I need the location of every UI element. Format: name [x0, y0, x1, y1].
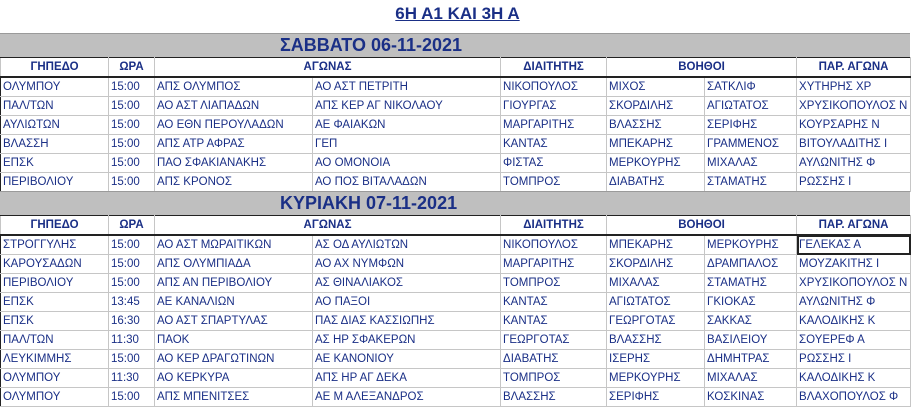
- cell-referee[interactable]: ΓΕΩΡΓΟΤΑΣ: [501, 331, 607, 350]
- table-row: [1, 350, 911, 369]
- table-row: [1, 274, 911, 293]
- cell-away-team[interactable]: ΑΠΣ ΗΡ ΑΓ ΔΕΚΑ: [313, 369, 501, 388]
- cell-time[interactable]: 15:00: [109, 135, 155, 154]
- cell-home-team[interactable]: ΠΑΟ ΣΦΑΚΙΑΝΑΚΗΣ: [155, 154, 313, 173]
- cell-referee[interactable]: ΚΑΝΤΑΣ: [501, 293, 607, 312]
- cell-referee[interactable]: ΓΙΟΥΡΓΑΣ: [501, 97, 607, 116]
- header-row: [1, 58, 911, 78]
- cell-assistant-2[interactable]: ΜΙΧΑΛΑΣ: [705, 154, 797, 173]
- cell-home-team[interactable]: ΑΠΣ ΜΠΕΝΙΤΣΕΣ: [155, 388, 313, 407]
- cell-time[interactable]: 15:00: [109, 274, 155, 293]
- cell-assistant-1[interactable]: ΜΠΕΚΑΡΗΣ: [607, 135, 705, 154]
- cell-observer[interactable]: ΚΟΥΡΣΑΡΗΣ Ν: [797, 116, 911, 135]
- cell-assistant-1[interactable]: ΑΓΙΩΤΑΤΟΣ: [607, 293, 705, 312]
- cell-time[interactable]: 15:00: [109, 235, 155, 255]
- table-row: [1, 97, 911, 116]
- cell-home-team[interactable]: ΑΠΣ ΑΤΡ ΑΦΡΑΣ: [155, 135, 313, 154]
- cell-observer[interactable]: ΡΩΣΣΗΣ Ι: [797, 173, 911, 192]
- cell-time[interactable]: 15:00: [109, 173, 155, 192]
- cell-assistant-1[interactable]: ΜΙΧΟΣ: [607, 77, 705, 97]
- cell-time[interactable]: 11:30: [109, 369, 155, 388]
- cell-assistant-1[interactable]: ΜΙΧΑΛΑΣ: [607, 274, 705, 293]
- table-row: [1, 369, 911, 388]
- cell-referee[interactable]: ΝΙΚΟΠΟΥΛΟΣ: [501, 235, 607, 255]
- cell-referee[interactable]: ΝΙΚΟΠΟΥΛΟΣ: [501, 77, 607, 97]
- cell-observer[interactable]: ΧΥΤΗΡΗΣ ΧΡ: [797, 77, 911, 97]
- cell-away-team[interactable]: ΑΣ ΗΡ ΣΦΑΚΕΡΩΝ: [313, 331, 501, 350]
- cell-time[interactable]: 11:30: [109, 331, 155, 350]
- cell-observer[interactable]: ΑΥΛΩΝΙΤΗΣ Φ: [797, 154, 911, 173]
- header-venue[interactable]: ΓΗΠΕΔΟ: [1, 216, 109, 236]
- cell-venue[interactable]: ΚΑΡΟΥΣΑΔΩΝ: [1, 255, 109, 274]
- sheet-title: 6Η Α1 ΚΑΙ 3Η Α: [395, 4, 520, 23]
- cell-observer[interactable]: ΚΑΛΟΔΙΚΗΣ Κ: [797, 369, 911, 388]
- cell-assistant-2[interactable]: ΣΕΡΙΦΗΣ: [705, 116, 797, 135]
- cell-referee[interactable]: ΔΙΑΒΑΤΗΣ: [501, 350, 607, 369]
- cell-venue[interactable]: ΛΕΥΚΙΜΜΗΣ: [1, 350, 109, 369]
- cell-assistant-2[interactable]: ΜΕΡΚΟΥΡΗΣ: [705, 235, 797, 255]
- cell-away-team[interactable]: ΑΠΣ ΚΕΡ ΑΓ ΝΙΚΟΛΑΟΥ: [313, 97, 501, 116]
- cell-assistant-1[interactable]: ΣΚΟΡΔΙΛΗΣ: [607, 255, 705, 274]
- cell-assistant-2[interactable]: ΚΟΣΚΙΝΑΣ: [705, 388, 797, 407]
- cell-time[interactable]: 15:00: [109, 154, 155, 173]
- cell-away-team[interactable]: ΑΟ ΠΟΣ ΒΙΤΑΛΑΔΩΝ: [313, 173, 501, 192]
- cell-assistant-1[interactable]: ΣΚΟΡΔΙΛΗΣ: [607, 97, 705, 116]
- cell-observer[interactable]: ΡΩΣΣΗΣ Ι: [797, 350, 911, 369]
- cell-venue[interactable]: ΣΤΡΟΓΓΥΛΗΣ: [1, 235, 109, 255]
- header-venue[interactable]: ΓΗΠΕΔΟ: [1, 58, 109, 78]
- cell-home-team[interactable]: ΑΟ ΑΣΤ ΛΙΑΠΑΔΩΝ: [155, 97, 313, 116]
- cell-away-team[interactable]: ΠΑΣ ΔΙΑΣ ΚΑΣΣΙΩΠΗΣ: [313, 312, 501, 331]
- header-time[interactable]: ΩΡΑ: [109, 58, 155, 78]
- cell-observer[interactable]: ΜΟΥΖΑΚΙΤΗΣ Ι: [797, 255, 911, 274]
- header-assistants[interactable]: ΒΟΗΘΟΙ: [607, 216, 797, 236]
- cell-home-team[interactable]: ΑΕ ΚΑΝΑΛΙΩΝ: [155, 293, 313, 312]
- cell-venue[interactable]: ΠΕΡΙΒΟΛΙΟΥ: [1, 173, 109, 192]
- cell-away-team[interactable]: ΑΕ ΚΑΝΟΝΙΟΥ: [313, 350, 501, 369]
- cell-away-team[interactable]: ΑΟ ΑΧ ΝΥΜΦΩΝ: [313, 255, 501, 274]
- cell-assistant-2[interactable]: ΑΓΙΩΤΑΤΟΣ: [705, 97, 797, 116]
- cell-assistant-2[interactable]: ΒΑΣΙΛΕΙΟΥ: [705, 331, 797, 350]
- cell-time[interactable]: 13:45: [109, 293, 155, 312]
- table-row: [1, 388, 911, 407]
- cell-assistant-2[interactable]: ΔΗΜΗΤΡΑΣ: [705, 350, 797, 369]
- cell-referee[interactable]: ΚΑΝΤΑΣ: [501, 135, 607, 154]
- cell-home-team[interactable]: ΑΠΣ ΟΛΥΜΠΟΣ: [155, 77, 313, 97]
- table-row: [1, 293, 911, 312]
- cell-assistant-2[interactable]: ΣΤΑΜΑΤΗΣ: [705, 274, 797, 293]
- header-time[interactable]: ΩΡΑ: [109, 216, 155, 236]
- cell-assistant-2[interactable]: ΣΤΑΜΑΤΗΣ: [705, 173, 797, 192]
- cell-assistant-2[interactable]: ΔΡΑΜΠΑΛΟΣ: [705, 255, 797, 274]
- cell-venue[interactable]: ΟΛΥΜΠΟΥ: [1, 369, 109, 388]
- cell-observer[interactable]: ΓΕΛΕΚΑΣ Α: [797, 235, 911, 255]
- cell-referee[interactable]: ΤΟΜΠΡΟΣ: [501, 274, 607, 293]
- cell-away-team[interactable]: ΑΟ ΑΣΤ ΠΕΤΡΙΤΗ: [313, 77, 501, 97]
- cell-venue[interactable]: ΟΛΥΜΠΟΥ: [1, 388, 109, 407]
- table-row: [1, 135, 911, 154]
- cell-assistant-1[interactable]: ΓΕΩΡΓΟΤΑΣ: [607, 312, 705, 331]
- cell-venue[interactable]: ΟΛΥΜΠΟΥ: [1, 77, 109, 97]
- cell-referee[interactable]: ΚΑΝΤΑΣ: [501, 312, 607, 331]
- cell-venue[interactable]: ΠΕΡΙΒΟΛΙΟΥ: [1, 274, 109, 293]
- cell-assistant-1[interactable]: ΔΙΑΒΑΤΗΣ: [607, 173, 705, 192]
- cell-referee[interactable]: ΜΑΡΓΑΡΙΤΗΣ: [501, 255, 607, 274]
- cell-referee[interactable]: ΜΑΡΓΑΡΙΤΗΣ: [501, 116, 607, 135]
- cell-venue[interactable]: ΕΠΣΚ: [1, 154, 109, 173]
- cell-time[interactable]: 15:00: [109, 116, 155, 135]
- cell-referee[interactable]: ΦΙΣΤΑΣ: [501, 154, 607, 173]
- fixtures-table-saturday: [0, 57, 911, 192]
- day-band-saturday: [0, 33, 910, 58]
- cell-home-team[interactable]: ΑΠΣ ΑΝ ΠΕΡΙΒΟΛΙΟΥ: [155, 274, 313, 293]
- cell-home-team[interactable]: ΑΟ ΑΣΤ ΜΩΡΑΙΤΙΚΩΝ: [155, 235, 313, 255]
- day-label: ΚΥΡΙΑΚΗ 07-11-2021: [280, 193, 458, 213]
- cell-home-team[interactable]: ΑΟ ΚΕΡΚΥΡΑ: [155, 369, 313, 388]
- cell-venue[interactable]: ΒΛΑΣΣΗ: [1, 135, 109, 154]
- cell-observer[interactable]: ΒΙΤΟΥΛΑΔΙΤΗΣ Ι: [797, 135, 911, 154]
- cell-referee[interactable]: ΒΛΑΣΣΗΣ: [501, 388, 607, 407]
- cell-away-team[interactable]: ΑΟ ΠΑΞΟΙ: [313, 293, 501, 312]
- cell-observer[interactable]: ΒΛΑΧΟΠΟΥΛΟΣ Φ: [797, 388, 911, 407]
- table-row: [1, 255, 911, 274]
- cell-home-team[interactable]: ΠΑΟΚ: [155, 331, 313, 350]
- cell-assistant-2[interactable]: ΣΑΤΚΛΙΦ: [705, 77, 797, 97]
- cell-away-team[interactable]: ΑΟ ΟΜΟΝΟΙΑ: [313, 154, 501, 173]
- header-observer[interactable]: ΠΑΡ. ΑΓΩΝΑ: [797, 58, 911, 78]
- cell-venue[interactable]: ΕΠΣΚ: [1, 312, 109, 331]
- header-observer[interactable]: ΠΑΡ. ΑΓΩΝΑ: [797, 216, 911, 236]
- cell-time[interactable]: 15:00: [109, 350, 155, 369]
- cell-assistant-1[interactable]: ΜΠΕΚΑΡΗΣ: [607, 235, 705, 255]
- header-referee[interactable]: ΔΙΑΙΤΗΤΗΣ: [501, 216, 607, 236]
- cell-assistant-2[interactable]: ΓΡΑΜΜΕΝΟΣ: [705, 135, 797, 154]
- cell-assistant-1[interactable]: ΒΛΑΣΣΗΣ: [607, 116, 705, 135]
- day-band-sunday: [0, 191, 910, 216]
- fixtures-table-sunday: [0, 215, 911, 407]
- cell-time[interactable]: 15:00: [109, 97, 155, 116]
- cell-away-team[interactable]: ΑΣ ΟΔ ΑΥΛΙΩΤΩΝ: [313, 235, 501, 255]
- cell-home-team[interactable]: ΑΠΣ ΟΛΥΜΠΙΑΔΑ: [155, 255, 313, 274]
- cell-assistant-1[interactable]: ΜΕΡΚΟΥΡΗΣ: [607, 369, 705, 388]
- cell-time[interactable]: 15:00: [109, 77, 155, 97]
- cell-observer[interactable]: ΚΑΛΟΔΙΚΗΣ Κ: [797, 312, 911, 331]
- cell-assistant-1[interactable]: ΙΣΕΡΗΣ: [607, 350, 705, 369]
- cell-away-team[interactable]: ΑΕ ΦΑΙΑΚΩΝ: [313, 116, 501, 135]
- table-row: [1, 331, 911, 350]
- cell-assistant-2[interactable]: ΣΑΚΚΑΣ: [705, 312, 797, 331]
- table-row: [1, 173, 911, 192]
- cell-away-team[interactable]: ΑΣ ΘΙΝΑΛΙΑΚΟΣ: [313, 274, 501, 293]
- cell-assistant-1[interactable]: ΣΕΡΙΦΗΣ: [607, 388, 705, 407]
- table-row: [1, 154, 911, 173]
- cell-venue[interactable]: ΕΠΣΚ: [1, 293, 109, 312]
- cell-time[interactable]: 16:30: [109, 312, 155, 331]
- cell-home-team[interactable]: ΑΟ ΚΕΡ ΔΡΑΓΩΤΙΝΩΝ: [155, 350, 313, 369]
- cell-venue[interactable]: ΠΑΛ/ΤΩΝ: [1, 331, 109, 350]
- header-referee[interactable]: ΔΙΑΙΤΗΤΗΣ: [501, 58, 607, 78]
- cell-time[interactable]: 15:00: [109, 255, 155, 274]
- cell-away-team[interactable]: ΓΕΠ: [313, 135, 501, 154]
- cell-venue[interactable]: ΑΥΛΙΩΤΩΝ: [1, 116, 109, 135]
- table-row: [1, 312, 911, 331]
- cell-venue[interactable]: ΠΑΛ/ΤΩΝ: [1, 97, 109, 116]
- table-row: [1, 116, 911, 135]
- header-match[interactable]: ΑΓΩΝΑΣ: [155, 216, 501, 236]
- cell-assistant-2[interactable]: ΓΚΙΟΚΑΣ: [705, 293, 797, 312]
- cell-away-team[interactable]: ΑΕ Μ ΑΛΕΞΑΝΔΡΟΣ: [313, 388, 501, 407]
- cell-assistant-1[interactable]: ΜΕΡΚΟΥΡΗΣ: [607, 154, 705, 173]
- cell-time[interactable]: 15:00: [109, 388, 155, 407]
- cell-referee[interactable]: ΤΟΜΠΡΟΣ: [501, 173, 607, 192]
- cell-observer[interactable]: ΣΟΥΕΡΕΦ Α: [797, 331, 911, 350]
- cell-home-team[interactable]: ΑΠΣ ΚΡΟΝΟΣ: [155, 173, 313, 192]
- cell-observer[interactable]: ΑΥΛΩΝΙΤΗΣ Φ: [797, 293, 911, 312]
- header-match[interactable]: ΑΓΩΝΑΣ: [155, 58, 501, 78]
- table-row: [1, 77, 911, 97]
- header-row: [1, 216, 911, 236]
- cell-home-team[interactable]: ΑΟ ΑΣΤ ΣΠΑΡΤΥΛΑΣ: [155, 312, 313, 331]
- cell-observer[interactable]: ΧΡΥΣΙΚΟΠΟΥΛΟΣ Ν: [797, 97, 911, 116]
- cell-observer[interactable]: ΧΡΥΣΙΚΟΠΟΥΛΟΣ Ν: [797, 274, 911, 293]
- cell-assistant-2[interactable]: ΜΙΧΑΛΑΣ: [705, 369, 797, 388]
- header-assistants[interactable]: ΒΟΗΘΟΙ: [607, 58, 797, 78]
- cell-assistant-1[interactable]: ΒΛΑΣΣΗΣ: [607, 331, 705, 350]
- cell-home-team[interactable]: ΑΟ ΕΘΝ ΠΕΡΟΥΛΑΔΩΝ: [155, 116, 313, 135]
- day-label: ΣΑΒΒΑΤΟ 06-11-2021: [280, 35, 463, 55]
- cell-referee[interactable]: ΤΟΜΠΡΟΣ: [501, 369, 607, 388]
- table-row: [1, 235, 911, 255]
